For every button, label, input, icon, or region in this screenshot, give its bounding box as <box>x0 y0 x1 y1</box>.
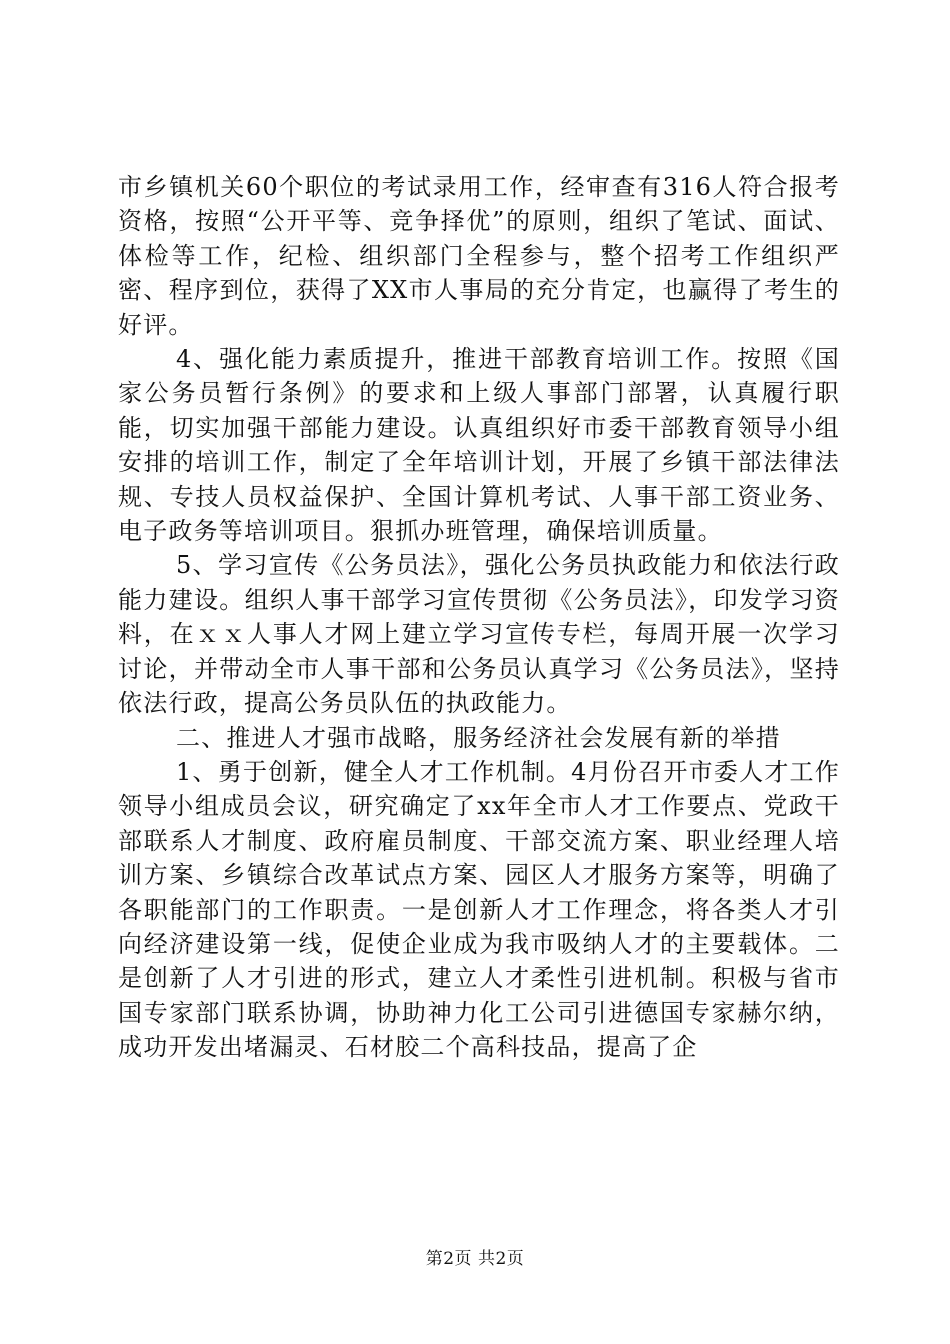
paragraph-cadre-training: 4、强化能力素质提升，推进干部教育培训工作。按照《国家公务员暂行条例》的要求和上级人事部门部署，认真履行职能，切实加强干部能力建设。认真组织好市委干部教育领导小组安排的培训工作，制定了全年培训计划，开展了乡镇干部法律法规、专技人员权益保护、全国计算机考试、人事干部工资业务、电子政务等培训项目。狠抓办班管理，确保培训质量。 <box>118 345 840 546</box>
section-heading-talent-strategy: 二、推进人才强市战略，服务经济社会发展有新的举措 <box>176 723 781 752</box>
paragraph-talent-mechanism: 1、勇于创新，健全人才工作机制。4月份召开市委人才工作领导小组成员会议，研究确定了xx年全市人才工作要点、党政干部联系人才制度、政府雇员制度、干部交流方案、职业经理人培训方案、乡镇综合改革试点方案、园区人才服务方案等，明确了各职能部门的工作职责。一是创新人才工作理念，将各类人才引向经济建设第一线，促使企业成为我市吸纳人才的主要载体。二是创新了人才引进的形式，建立人才柔性引进机制。积极与省市国专家部门联系协调，协助神力化工公司引进德国专家赫尔纳，成功开发出堵漏灵、石材胶二个高科技品，提高了企 <box>118 757 840 1062</box>
page-number-footer: 第2页 共2页 <box>425 1249 525 1269</box>
document-body <box>118 170 840 1065</box>
paragraph-civil-servant-law: 5、学习宣传《公务员法》，强化公务员执政能力和依法行政能力建设。组织人事干部学习宣传贯彻《公务员法》，印发学习资料，在ｘｘ人事人才网上建立学习宣传专栏，每周开展一次学习讨论，并带动全市人事干部和公务员认真学习《公务员法》，坚持依法行政，提高公务员队伍的执政能力。 <box>118 551 840 718</box>
paragraph-recruitment-exam: 市乡镇机关60个职位的考试录用工作，经审查有316人符合报考资格，按照“公开平等、竞争择优”的原则，组织了笔试、面试、体检等工作，纪检、组织部门全程参与，整个招考工作组织严密、程序到位，获得了XX市人事局的充分肯定，也赢得了考生的好评。 <box>118 173 840 339</box>
